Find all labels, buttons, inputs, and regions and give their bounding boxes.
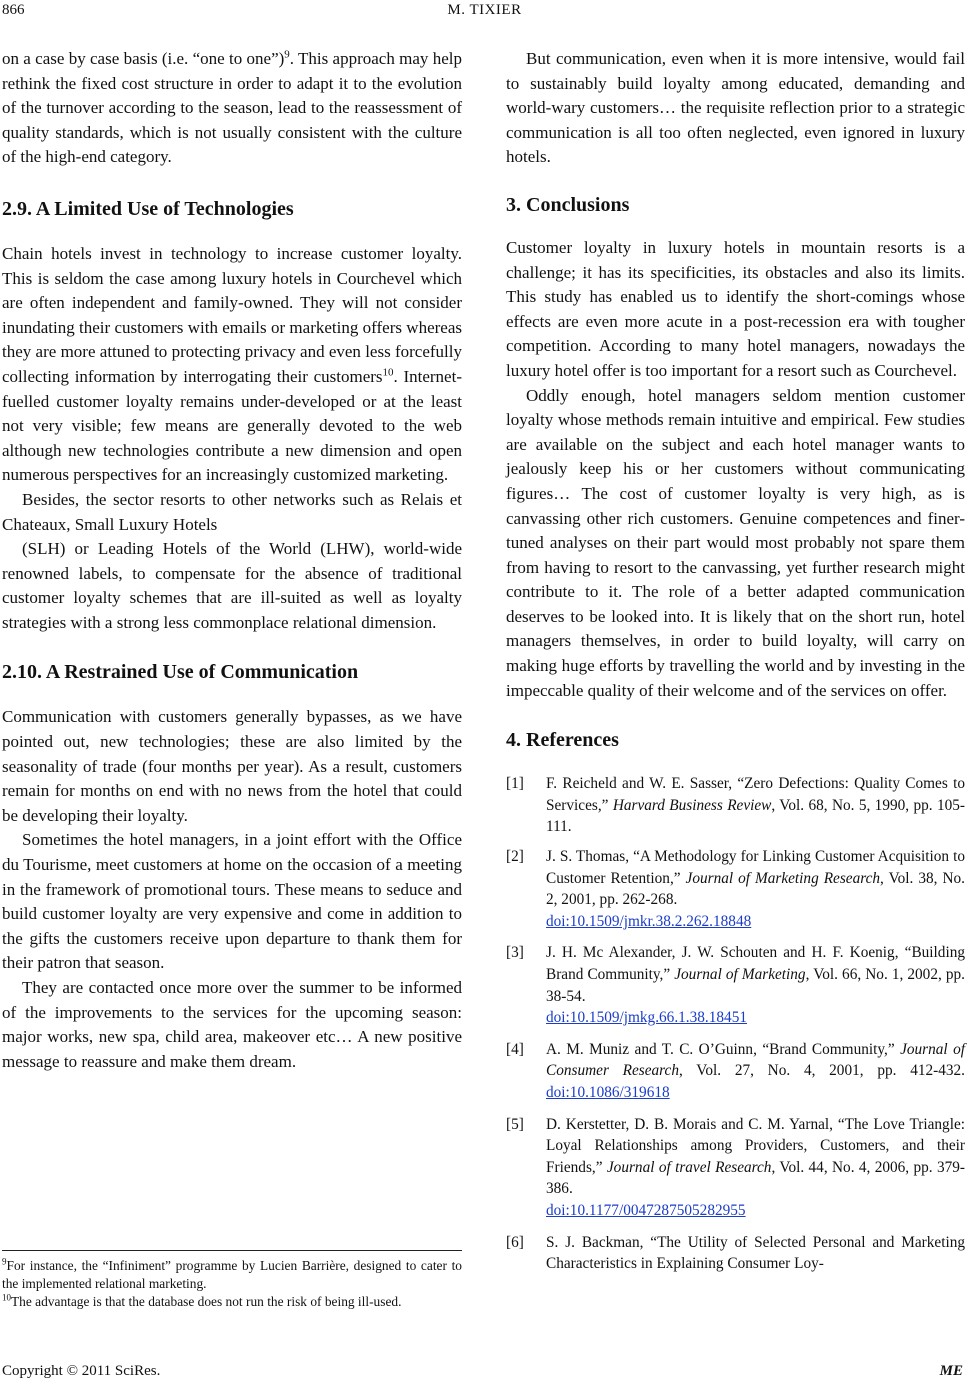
running-title: M. TIXIER bbox=[447, 2, 522, 18]
footnote-ref[interactable]: 10 bbox=[382, 366, 394, 379]
paragraph: Oddly enough, hotel managers seldom mention customer loyalty whose methods remain intuitive and empirical. Few studies are available on the subject and each hotel manager wants to jealously keep his or her customers without communicating figures… The cost of customer loyalty is very high, as is canvassing other rich customers. Genuine competences and finer-tuned analyses on their part would most probably not spare them from having to resort to the canvassing, yet further research might contribute to it. The role of a better adapted communication deserves to be looked into. It is likely that on the short run, hotel managers themselves, in order to build loyalty, will carry on making huge efforts by travelling the world and by investing in the impeccable quality of their welcome and of the services on offer. bbox=[506, 385, 965, 700]
doi-link[interactable]: doi:10.1509/jmkg.66.1.38.18451 bbox=[546, 1009, 747, 1027]
paragraph: Communication with customers generally bypasses, as we have pointed out, new technologies; these are also limited by the seasonality of trade (four months per year). As a result, customers remain for months on end with no news from the hotel that could be developing their loyalty. bbox=[2, 707, 462, 825]
footnote-rule bbox=[2, 1250, 462, 1251]
paragraph: Chain hotels invest in technology to increase customer loyalty. This is seldom the case among luxury hotels in Courchevel which are often independent and family-owned. They will not consider inundating their customers with emails or marketing offers whereas they are more attuned to protecting privacy and even less forcefully collecting information by interrogating their customers$^{10}$. Internet-fuelled customer loyalty remains under-developed or at the least not very visible; few means are generally devoted to the web although new technologies contribute a new dimension and open numerous perspectives for an increasingly customized marketing. bbox=[2, 243, 462, 485]
reference-journal: Journal of Marketing Research bbox=[685, 869, 881, 887]
reference-journal: Harvard Business Review bbox=[612, 796, 772, 814]
doi-link[interactable]: doi:10.1177/0047287505282955 bbox=[546, 1201, 746, 1219]
reference-text: A. M. Muniz and T. C. O’Guinn, “Brand Community,” Journal of Consumer Research, Vol. 27, No. 4, 2001, pp. 412-432. doi:10.1086/319618 bbox=[546, 1040, 965, 1101]
doi-link[interactable]: doi:10.1509/jmkr.38.2.262.18848 bbox=[546, 912, 752, 930]
right-column bbox=[506, 47, 965, 1275]
footnote-9: $^9$For instance, the “Infiniment” programme by Lucien Barrière, designed to cater to the implemented relational marketing. bbox=[2, 1256, 462, 1291]
copyright-notice: Copyright © 2011 SciRes. bbox=[2, 1363, 161, 1379]
section-heading-3: 3. Conclusions bbox=[506, 193, 630, 216]
reference-text: F. Reicheld and W. E. Sasser, “Zero Defections: Quality Comes to Services,” Harvard Business Review, Vol. 68, No. 5, 1990, pp. 105-111. bbox=[546, 775, 965, 836]
reference-text: J. S. Thomas, “A Methodology for Linking Customer Acquisition to Customer Retention,” Journal of Marketing Research, Vol. 38, No. 2, 2001, pp. 262-268. doi:10.1509/jmkr.38.2.262.18848 bbox=[546, 848, 965, 932]
journal-abbreviation: ME bbox=[939, 1363, 963, 1379]
reference-text: S. J. Backman, “The Utility of Selected Personal and Marketing Characteristics in Explaining Consumer Loy- bbox=[546, 1233, 965, 1273]
reference-number: [6] bbox=[506, 1233, 524, 1251]
reference-item bbox=[506, 1039, 965, 1104]
doi-link[interactable]: doi:10.1086/319618 bbox=[546, 1083, 670, 1101]
paragraph: Besides, the sector resorts to other networks such as Relais et Chateaux, Small Luxury Hotels bbox=[2, 489, 462, 534]
reference-number: [1] bbox=[506, 775, 524, 793]
paragraph: But communication, even when it is more intensive, would fail to sustainably build loyalty among educated, demanding and world-wary customers… the requisite reflection prior to a strategic communication is all too often neglected, even ignored in luxury hotels. bbox=[506, 49, 965, 167]
reference-journal: Journal of travel Research bbox=[606, 1158, 772, 1176]
section-heading-2-9: 2.9. A Limited Use of Technologies bbox=[2, 197, 294, 220]
reference-item bbox=[506, 1232, 965, 1275]
section-heading-4: 4. References bbox=[506, 729, 619, 752]
reference-item bbox=[506, 942, 965, 1028]
left-column bbox=[2, 47, 462, 1074]
reference-text: D. Kerstetter, D. B. Morais and C. M. Yarnal, “The Love Triangle: Loyal Relationships among Providers, Customers, and their Friends,” Journal of travel Research, Vol. 44, No. 4, 2006, pp. 379-386. doi:10.1177/0047287505282955 bbox=[546, 1116, 965, 1222]
reference-item bbox=[506, 1114, 965, 1222]
page-number: 866 bbox=[2, 2, 25, 18]
paragraph: They are contacted once more over the summer to be informed of the improvements to the services for the upcoming season: major works, new spa, child area, makeover etc… A new positive message to reassure and make them dream. bbox=[2, 978, 462, 1071]
reference-journal: Journal of Consumer Research bbox=[546, 1040, 965, 1080]
paragraph: (SLH) or Leading Hotels of the World (LHW), world-wide renowned labels, to compensate for the absence of traditional customer loyalty schemes that are ill-suited as well as loyalty strategies with a strong less commonplace relational dimension. bbox=[2, 539, 462, 632]
page-header bbox=[0, 0, 969, 22]
reference-item bbox=[506, 773, 965, 838]
footnotes bbox=[2, 1250, 462, 1311]
paragraph: on a case by case basis (i.e. “one to one”)$^9$. This approach may help rethink the fixed cost structure in order to adapt it to the evolution of the turnover according to the season, lead to the reassessment of quality standards, which is not usually consistent with the culture of the high-end category. bbox=[2, 48, 462, 167]
reference-number: [3] bbox=[506, 944, 524, 962]
paragraph: Customer loyalty in luxury hotels in mountain resorts is a challenge; it has its specificities, its obstacles and also its limits. This study has enabled us to identify the short-comings whose effects are even more acute in a post-recession era with tougher competition. According to many hotel managers, nowadays the luxury hotel offer is too important for a resort such as Courchevel. bbox=[506, 237, 965, 380]
reference-number: [4] bbox=[506, 1040, 524, 1058]
reference-journal: Journal of Marketing bbox=[674, 966, 806, 983]
reference-number: [2] bbox=[506, 848, 524, 866]
reference-number: [5] bbox=[506, 1115, 524, 1133]
section-heading-2-10: 2.10. A Restrained Use of Communication bbox=[2, 661, 359, 684]
footnote-ref[interactable]: 9 bbox=[284, 48, 290, 61]
reference-text: J. H. Mc Alexander, J. W. Schouten and H. F. Koenig, “Building Brand Community,” Journal of Marketing, Vol. 66, No. 1, 2002, pp. 38-54. doi:10.1509/jmkg.66.1.38.18451 bbox=[546, 944, 965, 1028]
footnote-10: $^{10}$The advantage is that the database does not run the risk of being ill-used. bbox=[2, 1292, 402, 1309]
paragraph: Sometimes the hotel managers, in a joint effort with the Office du Tourisme, meet customers at home on the occasion of a meeting in the framework of promotional tours. These means to seduce and build customer loyalty are very expensive and come in addition to the gifts the customers receive upon departure to thank them for their patron that season. bbox=[2, 830, 462, 973]
reference-list bbox=[506, 773, 965, 1274]
reference-item bbox=[506, 846, 965, 932]
